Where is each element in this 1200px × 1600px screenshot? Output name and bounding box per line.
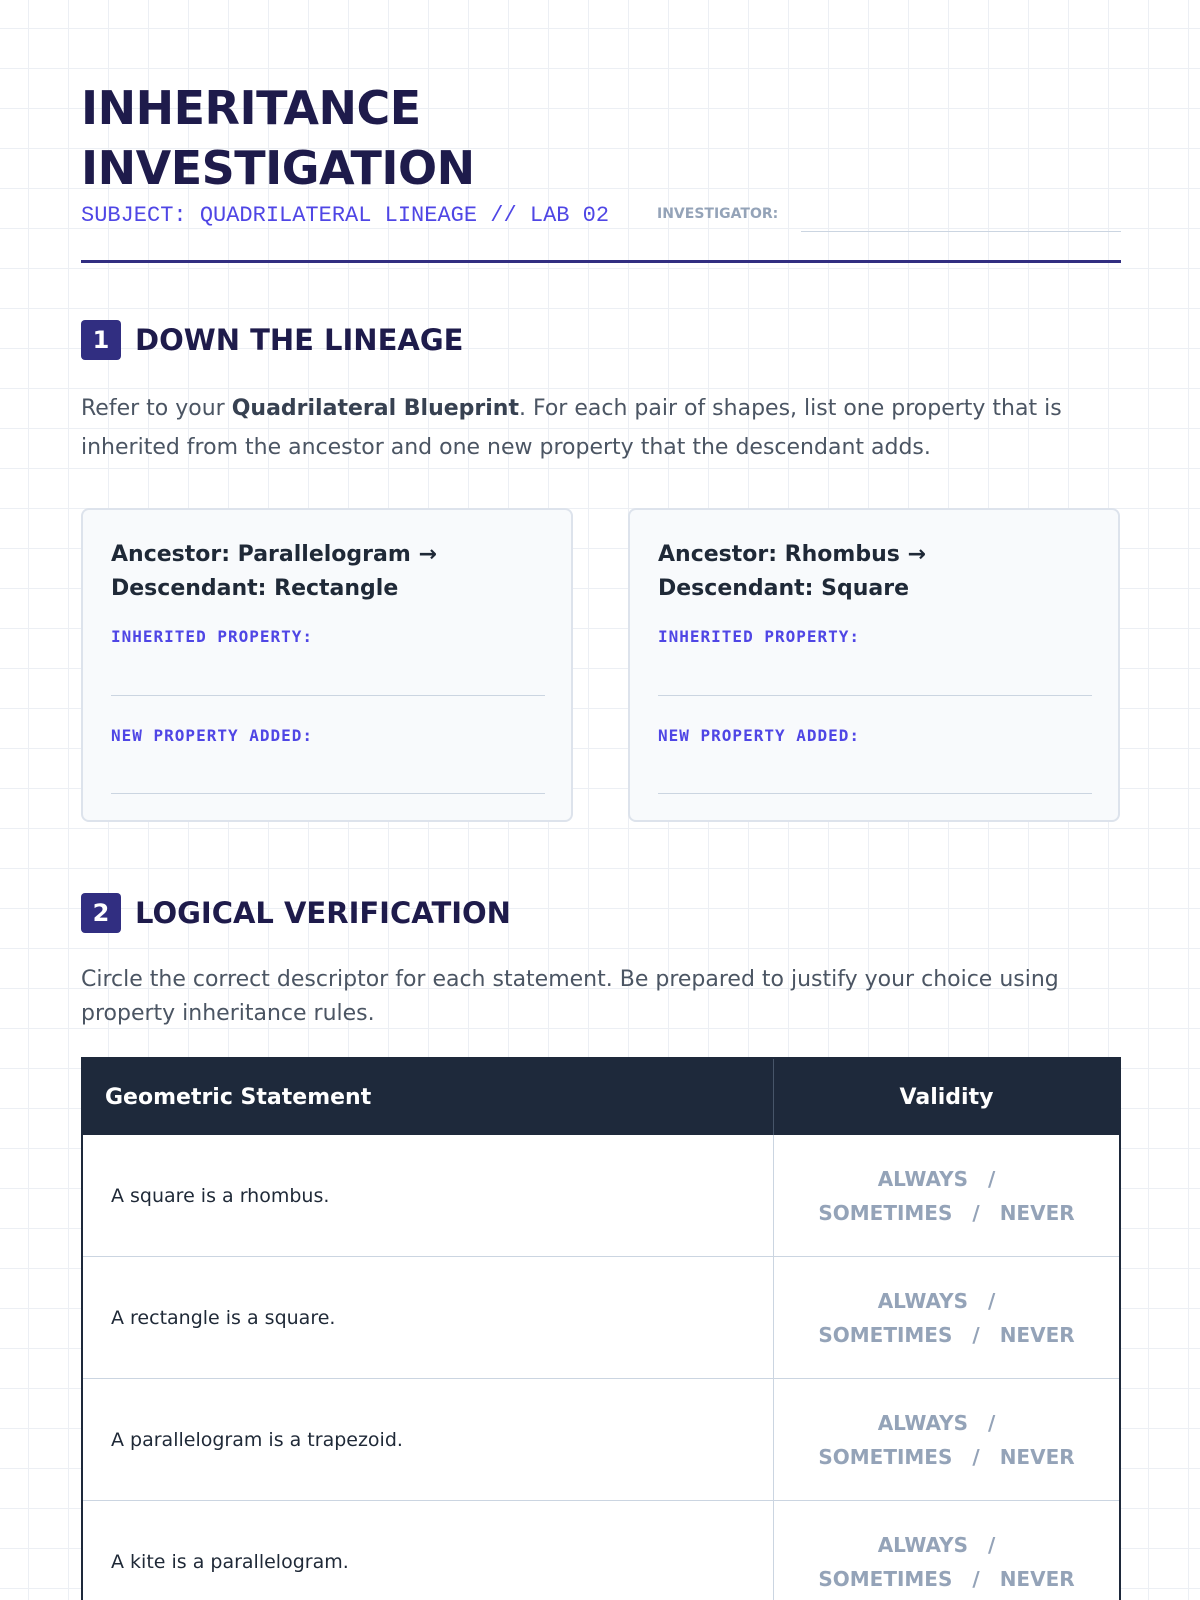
option-sometimes[interactable]: SOMETIMES	[818, 1201, 953, 1225]
section-1-title: DOWN THE LINEAGE	[135, 323, 464, 357]
column-header-statement: Geometric Statement	[105, 1084, 372, 1110]
new-property-answer-line[interactable]	[658, 793, 1092, 794]
table-row	[83, 1501, 1119, 1600]
statement-cell: A parallelogram is a trapezoid.	[111, 1429, 403, 1451]
option-separator: /	[972, 1201, 980, 1225]
statement-cell: A square is a rhombus.	[111, 1185, 330, 1207]
option-never[interactable]: NEVER	[999, 1201, 1075, 1225]
option-sometimes[interactable]: SOMETIMES	[818, 1323, 953, 1347]
inherited-property-label: INHERITED PROPERTY:	[658, 627, 861, 646]
card-title: Ancestor: Parallelogram → Descendant: Rectangle	[111, 542, 437, 601]
section-1-instructions	[81, 389, 1121, 467]
page-subtitle: SUBJECT: QUADRILATERAL LINEAGE // LAB 02	[81, 203, 610, 228]
lineage-card-1	[81, 508, 573, 822]
new-property-answer-line[interactable]	[111, 793, 545, 794]
option-separator: /	[987, 1533, 996, 1557]
option-always[interactable]: ALWAYS	[877, 1533, 968, 1557]
column-header-validity: Validity	[899, 1084, 994, 1110]
option-never[interactable]: NEVER	[999, 1323, 1075, 1347]
inherited-property-answer-line[interactable]	[658, 695, 1092, 696]
table-header	[83, 1059, 1119, 1135]
inherited-property-label: INHERITED PROPERTY:	[111, 627, 314, 646]
instructions-text: . For each pair of shapes, list one property that is inherited from the ancestor and one new property that the descendant adds.	[81, 396, 1062, 460]
subtitle-row	[81, 200, 1121, 234]
instructions-text: Refer to your	[81, 396, 232, 421]
validity-cell	[774, 1379, 1119, 1501]
option-always[interactable]: ALWAYS	[877, 1289, 968, 1313]
table-row	[83, 1379, 1119, 1501]
statement-cell: A rectangle is a square.	[111, 1307, 336, 1329]
option-separator: /	[972, 1323, 980, 1347]
option-separator: /	[972, 1445, 980, 1469]
table-row	[83, 1257, 1119, 1379]
card-title: Ancestor: Rhombus → Descendant: Square	[658, 542, 926, 601]
verification-table	[81, 1057, 1121, 1600]
section-2-heading	[81, 893, 511, 933]
option-always[interactable]: ALWAYS	[877, 1411, 968, 1435]
section-2-number-badge: 2	[81, 893, 121, 933]
validity-cell	[774, 1501, 1119, 1600]
option-never[interactable]: NEVER	[999, 1567, 1075, 1591]
option-sometimes[interactable]: SOMETIMES	[818, 1567, 953, 1591]
validity-cell	[774, 1257, 1119, 1379]
title-line-2: INVESTIGATION	[81, 141, 475, 195]
option-sometimes[interactable]: SOMETIMES	[818, 1445, 953, 1469]
option-always[interactable]: ALWAYS	[877, 1167, 968, 1191]
inherited-property-answer-line[interactable]	[111, 695, 545, 696]
investigator-answer-line[interactable]	[801, 231, 1121, 232]
section-2-title: LOGICAL VERIFICATION	[135, 896, 511, 930]
header-divider	[81, 260, 1121, 263]
option-never[interactable]: NEVER	[999, 1445, 1075, 1469]
section-1-number-badge: 1	[81, 320, 121, 360]
new-property-label: NEW PROPERTY ADDED:	[111, 726, 314, 745]
section-1-heading	[81, 320, 463, 360]
option-separator: /	[987, 1167, 996, 1191]
new-property-label: NEW PROPERTY ADDED:	[658, 726, 861, 745]
lineage-card-2	[628, 508, 1120, 822]
table-row	[83, 1135, 1119, 1257]
statement-cell: A kite is a parallelogram.	[111, 1551, 349, 1573]
section-2-instructions: Circle the correct descriptor for each statement. Be prepared to justify your choice using property inheritance rules.	[81, 967, 1059, 1026]
page-title	[81, 78, 781, 198]
option-separator: /	[987, 1411, 996, 1435]
option-separator: /	[987, 1289, 996, 1313]
option-separator: /	[972, 1567, 980, 1591]
instructions-emphasis: Quadrilateral Blueprint	[231, 396, 519, 421]
title-line-1: INHERITANCE	[81, 81, 421, 135]
investigator-label: INVESTIGATOR:	[657, 206, 779, 222]
validity-cell	[774, 1135, 1119, 1257]
